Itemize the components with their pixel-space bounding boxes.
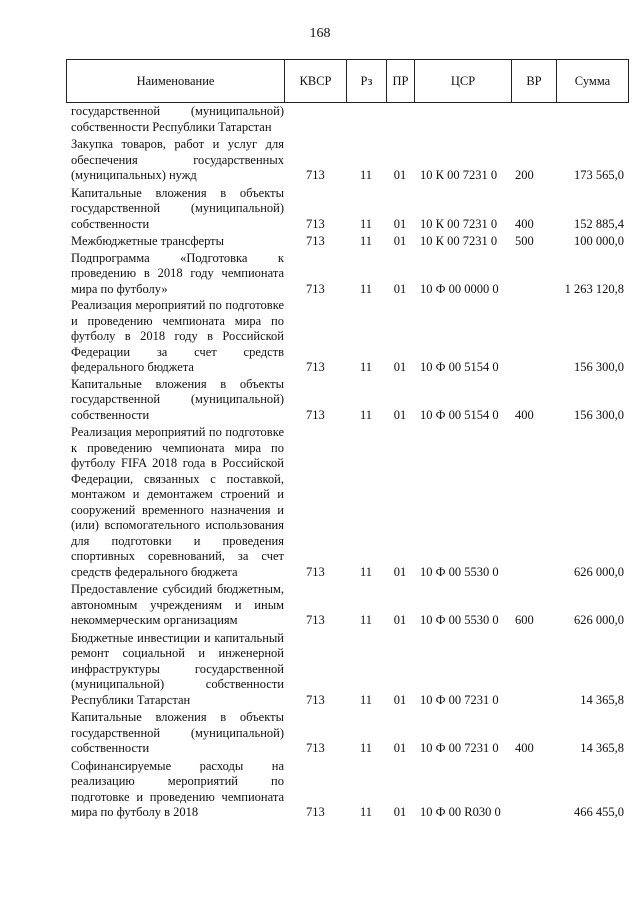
row-rz: 11 [359, 407, 373, 422]
row-sum: 14 365,8 [580, 741, 624, 755]
row-name: Капитальные вложения в объекты государственной (муниципальной) собственности [71, 376, 284, 422]
row-vr: 400 [515, 407, 534, 422]
row-csr: 10 Ф 00 5154 0 [420, 360, 499, 374]
table-row [66, 234, 629, 250]
header-pr: ПР [387, 60, 415, 102]
row-name: Реализация мероприятий по подготовке к проведению чемпионата мира по футболу FIFA 2018 года в Российской Федерации, связанных с поставкой, монтажом и демонтажем строений и сооружений временного назначения и (или) вспомогательного использования для подготовки и проведения спортивных соревнований, за счет средств федерального бюджета [71, 425, 284, 579]
row-name: Подпрограмма «Подготовка к проведению в 2018 году чемпионата мира по футболу» [71, 250, 284, 296]
row-sum: 1 263 120,8 [564, 281, 624, 296]
row-rz: 11 [359, 692, 373, 707]
page-number: 168 [309, 26, 331, 41]
table-row [66, 137, 629, 184]
row-kvsr: 713 [306, 234, 325, 248]
table-row [66, 377, 629, 424]
table-row [66, 425, 629, 580]
row-pr: 01 [393, 564, 407, 579]
row-kvsr: 713 [306, 692, 325, 707]
table-header [66, 59, 629, 103]
row-sum: 100 000,0 [574, 234, 624, 248]
row-kvsr: 713 [306, 564, 325, 579]
header-kvsr: КВСР [285, 60, 347, 102]
row-kvsr: 713 [306, 805, 325, 819]
row-pr: 01 [393, 692, 407, 707]
row-csr: 10 Ф 00 5530 0 [420, 564, 499, 579]
row-kvsr: 713 [306, 360, 325, 374]
table-row [66, 631, 629, 709]
table-row [66, 759, 629, 821]
row-sum: 626 000,0 [574, 564, 624, 579]
row-vr: 500 [515, 234, 534, 248]
row-vr: 400 [515, 741, 534, 755]
row-rz: 11 [359, 168, 373, 182]
row-pr: 01 [393, 281, 407, 296]
row-name: Реализация мероприятий по подготовке и проведению чемпионата мира по футболу в 2018 году в Российской Федерации за счет средств федерального бюджета [71, 298, 284, 374]
row-rz: 11 [359, 216, 373, 231]
row-pr: 01 [393, 360, 407, 374]
row-kvsr: 713 [306, 281, 325, 296]
table-row [66, 582, 629, 629]
row-pr: 01 [393, 234, 407, 248]
row-rz: 11 [359, 741, 373, 755]
row-vr: 200 [515, 168, 534, 182]
row-kvsr: 713 [306, 407, 325, 422]
row-name: Предоставление субсидий бюджетным, автономным учреждениям и иным некоммерческим организациям [71, 582, 284, 627]
row-name: Капитальные вложения в объекты государственной (муниципальной) собственности [71, 710, 284, 755]
row-name: Капитальные вложения в объекты государственной (муниципальной) собственности [71, 185, 284, 231]
row-csr: 10 К 00 7231 0 [420, 168, 498, 182]
row-name: Закупка товаров, работ и услуг для обеспечения государственных (муниципальных) нужд [71, 137, 284, 182]
row-rz: 11 [359, 805, 373, 819]
row-rz: 11 [359, 281, 373, 296]
row-csr: 10 Ф 00 5530 0 [420, 613, 499, 627]
row-name: государственной (муниципальной) собственности Республики Татарстан [71, 104, 284, 134]
row-sum: 156 300,0 [574, 407, 624, 422]
row-pr: 01 [393, 407, 407, 422]
row-kvsr: 713 [306, 168, 325, 182]
row-csr: 10 Ф 00 7231 0 [420, 692, 499, 707]
row-vr: 400 [515, 216, 534, 231]
row-csr: 10 Ф 00 5154 0 [420, 407, 499, 422]
row-name: Бюджетные инвестиции и капитальный ремонт социальной и инженерной инфраструктуры государственной (муниципальной) собственности Республики Татарстан [71, 630, 284, 707]
header-vr: ВР [512, 60, 557, 102]
header-sum: Сумма [574, 74, 611, 88]
row-sum: 14 365,8 [580, 692, 624, 707]
row-csr: 10 Ф 00 R030 0 [420, 805, 501, 819]
row-sum: 626 000,0 [574, 613, 624, 627]
table-row [66, 251, 629, 298]
row-sum: 173 565,0 [574, 168, 624, 182]
row-name: Софинансируемые расходы на реализацию мероприятий по подготовке и проведению чемпионата мира по футболу в 2018 [71, 758, 284, 819]
row-rz: 11 [359, 564, 373, 579]
row-rz: 11 [359, 613, 373, 627]
table-body [66, 104, 629, 823]
table-row [66, 186, 629, 233]
row-csr: 10 Ф 00 7231 0 [420, 741, 499, 755]
row-rz: 11 [359, 360, 373, 374]
row-pr: 01 [393, 805, 407, 819]
row-pr: 01 [393, 216, 407, 231]
row-sum: 156 300,0 [574, 360, 624, 374]
row-pr: 01 [393, 168, 407, 182]
row-csr: 10 К 00 7231 0 [420, 234, 498, 248]
header-name: Наименование [67, 60, 285, 102]
row-kvsr: 713 [306, 741, 325, 755]
row-sum: 152 885,4 [574, 216, 624, 231]
row-kvsr: 713 [306, 216, 325, 231]
row-csr: 10 К 00 7231 0 [420, 216, 498, 231]
table-row [66, 710, 629, 757]
header-csr: ЦСР [415, 60, 512, 102]
row-pr: 01 [393, 741, 407, 755]
row-sum: 466 455,0 [574, 805, 624, 819]
row-kvsr: 713 [306, 613, 325, 627]
row-csr: 10 Ф 00 0000 0 [420, 281, 499, 296]
header-rz: Рз [347, 60, 387, 102]
row-vr: 600 [515, 613, 534, 627]
table-row [66, 104, 629, 135]
row-name: Межбюджетные трансферты [71, 234, 225, 248]
row-pr: 01 [393, 613, 407, 627]
row-rz: 11 [359, 234, 373, 248]
table-row [66, 298, 629, 376]
